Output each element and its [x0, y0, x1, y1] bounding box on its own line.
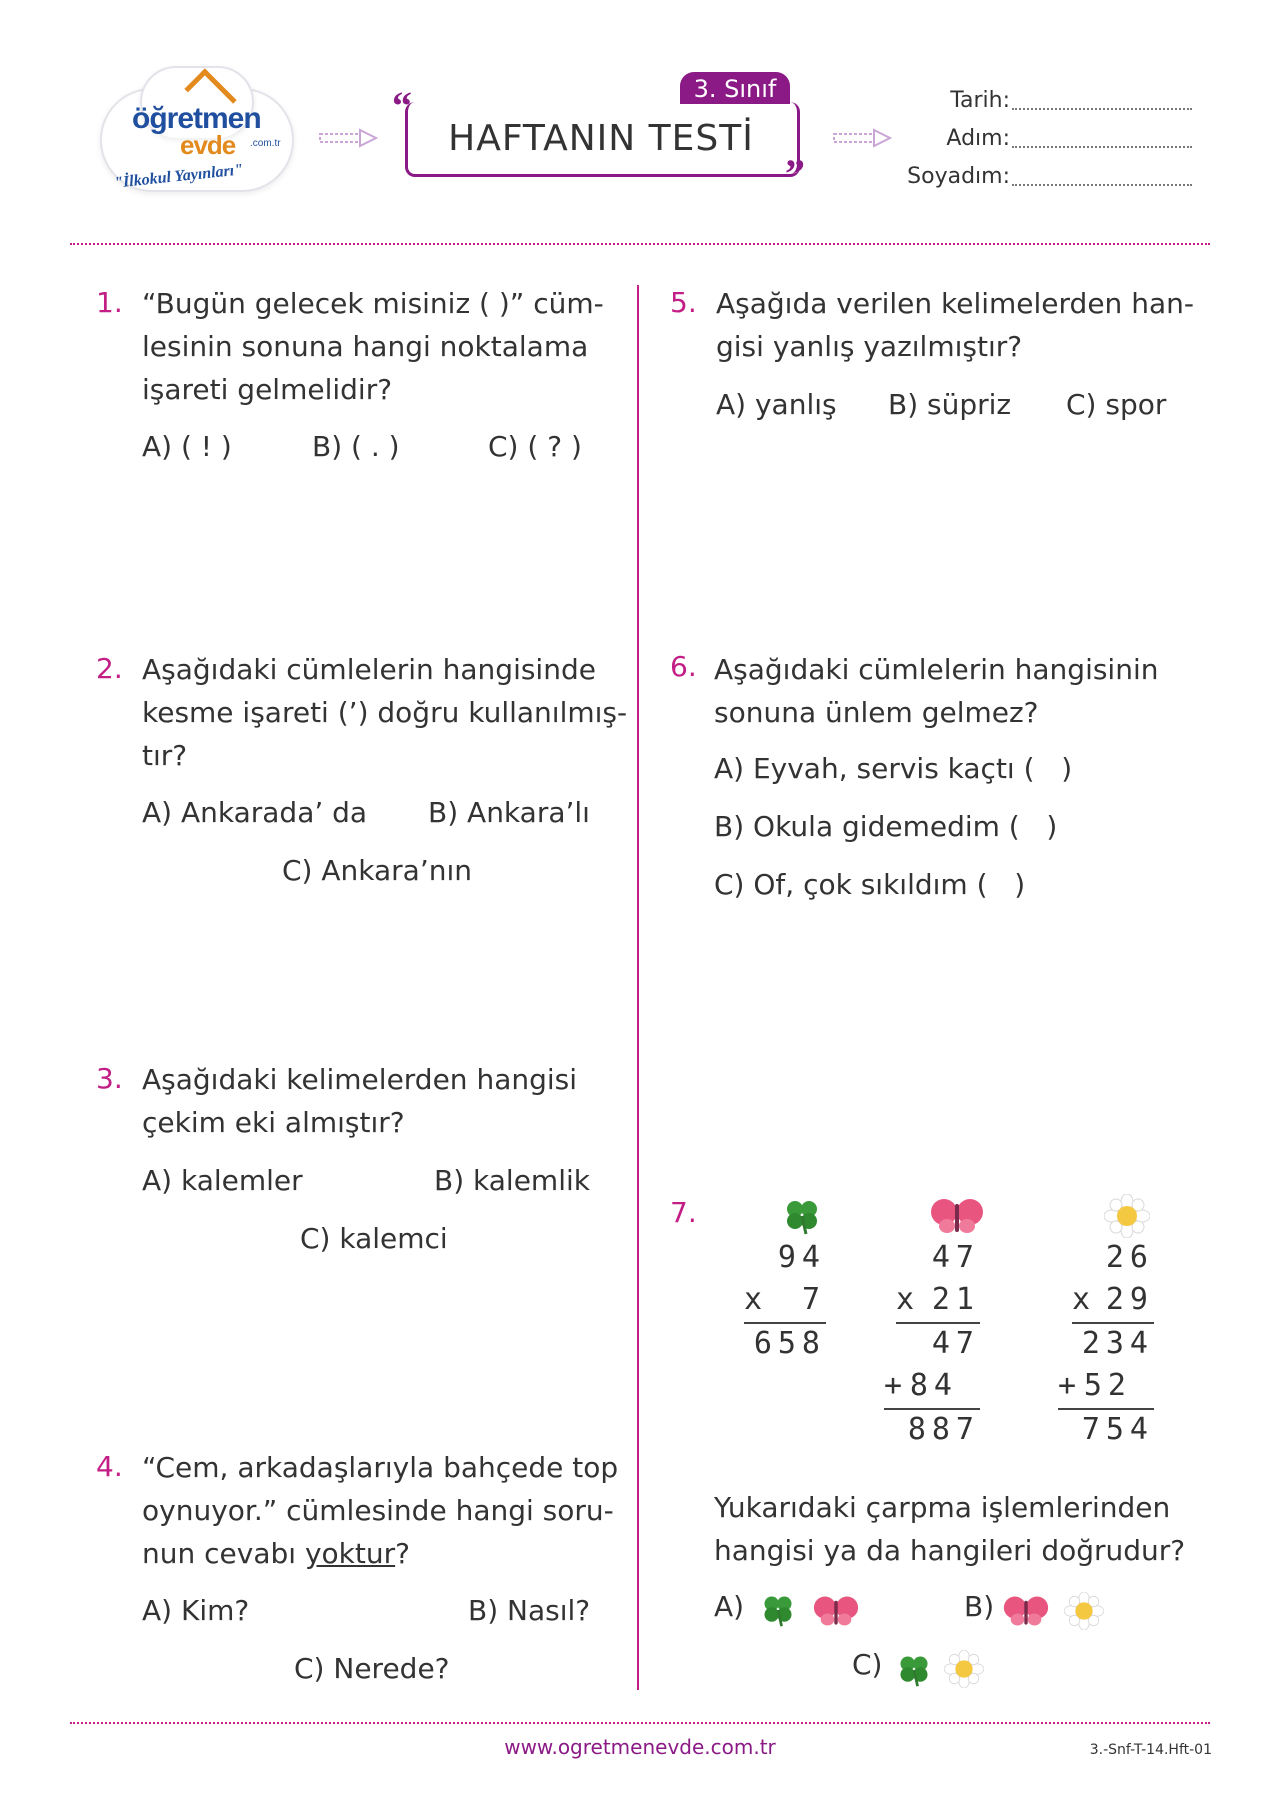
text-line: gisi yanlış yazılmıştır?: [716, 330, 1023, 363]
text-line: Aşağıdaki cümlelerin hangisinin: [714, 653, 1159, 686]
result-line: [744, 1322, 826, 1324]
question-6-text: [714, 648, 1159, 734]
question-7-text: [714, 1486, 1185, 1572]
option-b[interactable]: B) kalemlik: [434, 1164, 590, 1197]
option-b[interactable]: B) ( . ): [312, 430, 400, 463]
question-number: 6.: [670, 650, 697, 683]
result-line: [896, 1322, 980, 1324]
text-line: sonuna ünlem gelmez?: [714, 696, 1039, 729]
text-line: [142, 1532, 618, 1575]
question-number: 3.: [96, 1062, 123, 1095]
result: 887: [907, 1412, 980, 1447]
text-line: tır?: [142, 739, 188, 772]
option-a[interactable]: A) ( ! ): [142, 430, 232, 463]
question-4-text: [142, 1446, 618, 1575]
plus-sign: +: [884, 1368, 909, 1403]
result: 658: [753, 1326, 826, 1361]
multiplier: 29: [1105, 1282, 1154, 1317]
times-sign: x: [744, 1282, 769, 1317]
multiplicand: 26: [1105, 1240, 1154, 1275]
option-b[interactable]: B) Okula gidemedim ( ): [714, 810, 1058, 843]
date-label: Tarih:: [950, 88, 1010, 113]
option-c[interactable]: C): [852, 1648, 883, 1681]
option-b[interactable]: B): [964, 1590, 995, 1623]
option-a[interactable]: A) Kim?: [142, 1594, 250, 1627]
footer-website-link[interactable]: www.ogretmenevde.com.tr: [504, 1735, 776, 1759]
text-line: Aşağıdaki cümlelerin hangisinde: [142, 653, 596, 686]
text-line: işareti gelmelidir?: [142, 373, 393, 406]
date-field[interactable]: [1012, 108, 1192, 110]
partial-product: 47: [931, 1326, 980, 1361]
logo-word-ogretmen: öğretmen: [132, 102, 261, 135]
option-c[interactable]: C) spor: [1066, 388, 1167, 421]
clover-icon: [782, 1196, 822, 1236]
text-line: Aşağıda verilen kelimelerden han-: [716, 287, 1194, 320]
name-label: Adım:: [946, 126, 1010, 151]
text-line: hangisi ya da hangileri doğrudur?: [714, 1534, 1186, 1567]
column-divider: [637, 285, 639, 1690]
page-title: HAFTANIN TESTİ: [448, 118, 754, 159]
multiplicand: 47: [931, 1240, 980, 1275]
question-1-text: [142, 282, 604, 411]
logo-subtitle: "İlkokul Yayınları": [113, 161, 244, 192]
partial-product: 52: [1083, 1368, 1132, 1403]
surname-label: Soyadım:: [907, 164, 1010, 189]
partial-product: 84: [909, 1368, 958, 1403]
open-quote-mark: “: [392, 83, 412, 128]
clover-icon: [896, 1652, 932, 1688]
option-c[interactable]: C) Of, çok sıkıldım ( ): [714, 868, 1026, 901]
text-line: “Bugün gelecek misiniz ( )” cüm-: [142, 287, 604, 320]
multiplicand: 94: [777, 1240, 826, 1275]
question-number: 4.: [96, 1450, 123, 1483]
close-quote-mark: ”: [785, 151, 805, 196]
arrow-right-icon: [318, 128, 378, 148]
text-segment: nun cevabı: [142, 1537, 297, 1570]
times-sign: x: [1072, 1282, 1097, 1317]
option-a[interactable]: A) Ankarada’ da: [142, 796, 368, 829]
option-a[interactable]: A): [714, 1590, 745, 1623]
question-number: 2.: [96, 652, 123, 685]
partial-product: 234: [1081, 1326, 1154, 1361]
multiplier: 7: [801, 1282, 826, 1317]
clover-icon: [760, 1592, 796, 1628]
bottom-divider: [70, 1722, 1210, 1724]
butterfly-icon: [812, 1594, 860, 1628]
document-code: 3.-Snf-T-14.Hft-01: [1089, 1742, 1212, 1758]
option-b[interactable]: B) Nasıl?: [468, 1594, 591, 1627]
daisy-icon: [944, 1650, 984, 1688]
text-line: çekim eki almıştır?: [142, 1106, 405, 1139]
name-field[interactable]: [1012, 146, 1192, 148]
daisy-icon: [1064, 1592, 1104, 1630]
question-number: 5.: [670, 286, 697, 319]
option-b[interactable]: B) süpriz: [888, 388, 1012, 421]
text-line: Aşağıdaki kelimelerden hangisi: [142, 1063, 578, 1096]
plus-sign: +: [1058, 1368, 1083, 1403]
option-a[interactable]: A) Eyvah, servis kaçtı ( ): [714, 752, 1073, 785]
text-line: Yukarıdaki çarpma işlemlerinden: [714, 1491, 1171, 1524]
daisy-icon: [1104, 1194, 1150, 1238]
multiplier: 21: [931, 1282, 980, 1317]
butterfly-icon: [1002, 1594, 1050, 1628]
text-line: kesme işareti (’) doğru kullanılmış-: [142, 696, 628, 729]
logo: [100, 58, 300, 218]
option-c[interactable]: C) Ankara’nın: [282, 854, 472, 887]
question-3-text: [142, 1058, 577, 1144]
text-line: oynuyor.” cümlesinde hangi soru-: [142, 1494, 614, 1527]
option-b[interactable]: B) Ankara’lı: [428, 796, 590, 829]
question-2-text: [142, 648, 627, 777]
sum-line: [884, 1408, 980, 1410]
option-c[interactable]: C) Nerede?: [294, 1652, 450, 1685]
sum-line: [1058, 1408, 1154, 1410]
top-divider: [70, 243, 1210, 245]
question-number: 1.: [96, 286, 123, 319]
times-sign: x: [896, 1282, 921, 1317]
question-5-text: [716, 282, 1194, 368]
arrow-right-icon: [832, 128, 892, 148]
grade-badge: 3. Sınıf: [680, 72, 790, 104]
underlined-word: yoktur: [304, 1537, 396, 1570]
option-a[interactable]: A) kalemler: [142, 1164, 303, 1197]
option-c[interactable]: C) ( ? ): [488, 430, 582, 463]
logo-domain: .com.tr: [250, 138, 281, 149]
option-a[interactable]: A) yanlış: [716, 388, 837, 421]
text-line: “Cem, arkadaşlarıyla bahçede top: [142, 1451, 619, 1484]
question-number: 7.: [670, 1196, 697, 1229]
surname-field[interactable]: [1012, 184, 1192, 186]
option-c[interactable]: C) kalemci: [300, 1222, 448, 1255]
logo-word-evde: evde: [180, 130, 236, 160]
butterfly-icon: [930, 1196, 984, 1236]
result: 754: [1081, 1412, 1154, 1447]
result-line: [1072, 1322, 1154, 1324]
text-line: lesinin sonuna hangi noktalama: [142, 330, 589, 363]
text-segment: ?: [395, 1537, 410, 1570]
